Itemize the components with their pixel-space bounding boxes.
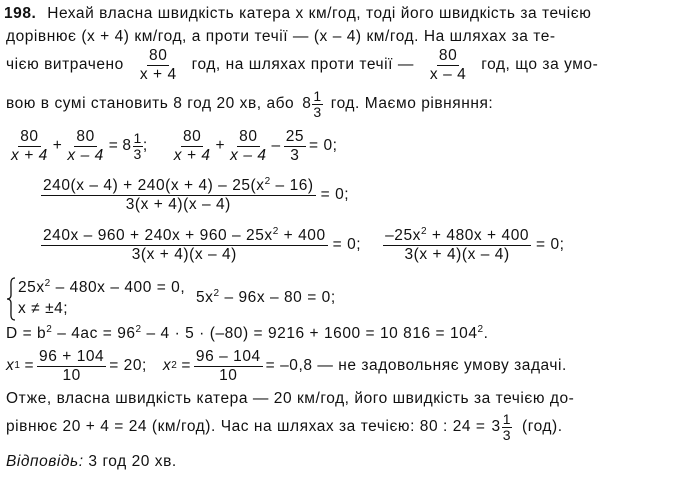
fraction-numerator: [383, 227, 531, 246]
fraction-denominator: 3(x + 4)(x – 4): [404, 245, 510, 263]
fraction-denominator: 3: [133, 145, 142, 162]
fraction-numerator: 1: [502, 410, 512, 427]
root1-fraction: [37, 348, 106, 385]
system-condition: x ≠ ±4;: [18, 300, 69, 317]
exponent: 2: [135, 324, 142, 335]
text-line-1: Нехай власна швидкість катера x км/год, тоді його швидкість за течією: [47, 5, 592, 22]
equation-rhs: = 0;: [536, 236, 565, 253]
text-line-4a: вою в сумі становить 8 год 20 хв, або: [6, 95, 295, 112]
equation-1: [6, 124, 338, 168]
mixed-whole: 8: [302, 95, 312, 112]
fraction-denominator: 3: [502, 426, 512, 443]
eq1b-term1: [172, 128, 213, 165]
exponent: 2: [264, 175, 271, 187]
disc-part: .: [483, 325, 489, 342]
numerator-part: 240x – 960 + 240x + 960 – 25x: [43, 226, 273, 244]
exponent: 2: [213, 288, 220, 299]
root1-value: = 20;: [109, 357, 147, 374]
fraction-numerator: 96 – 104: [195, 347, 261, 365]
fraction-numerator: 80: [149, 46, 168, 64]
equation-3: [38, 222, 565, 268]
mixed-fraction: [133, 131, 143, 162]
fraction-80-over-x-minus-4: [428, 47, 468, 84]
root2-fraction: [194, 348, 263, 385]
fraction-denominator: x – 4: [67, 146, 104, 164]
fraction-denominator: x + 4: [11, 146, 48, 164]
equals-sign: =: [108, 137, 119, 154]
equation-rhs: = 0;: [320, 186, 350, 203]
numerator-part: – 16): [270, 176, 314, 194]
system-term: 25x: [18, 279, 45, 296]
text-line-3c: год, що за умо-: [481, 56, 599, 73]
numerator-part: + 480x + 400: [427, 226, 530, 244]
fraction-denominator: 3(x + 4)(x – 4): [125, 195, 231, 213]
eq1-term1: [9, 128, 50, 165]
minus-sign: –: [271, 137, 281, 154]
eq2-fraction: [41, 177, 316, 214]
fraction-numerator: 1: [313, 87, 322, 104]
mixed-fraction: [312, 89, 322, 120]
fraction-denominator: x + 4: [173, 146, 211, 164]
fraction-numerator: [41, 177, 316, 196]
exponent: 2: [44, 278, 51, 289]
numerator-part: + 400: [278, 226, 326, 244]
eq1-term2: [65, 128, 105, 165]
semicolon: ;: [142, 137, 148, 154]
answer-line: [6, 452, 177, 472]
system-line-1: [18, 279, 185, 297]
fraction-denominator: 3: [313, 103, 322, 120]
system-brace: [6, 277, 16, 321]
fraction-denominator: 10: [219, 366, 238, 384]
fraction-numerator: 80: [438, 46, 458, 64]
plus-sign: +: [215, 137, 226, 154]
eq3-fraction-2: [383, 227, 531, 264]
fraction-numerator: 80: [76, 127, 95, 145]
fraction-numerator: [41, 227, 328, 246]
disc-part: D = b: [6, 325, 47, 342]
numerator-part: 240(x – 4) + 240(x + 4) – 25(x: [43, 176, 265, 194]
text-line-4b: год. Маємо рівняння:: [330, 95, 494, 112]
text-line-3b: год, на шляхах проти течії —: [191, 56, 414, 73]
paragraph-line-4: [6, 86, 493, 122]
fraction-denominator: 10: [62, 366, 81, 384]
equation-2: [38, 172, 349, 218]
eq1-mixed-number: [122, 131, 143, 162]
equation-term: 5x: [196, 289, 214, 306]
fraction-numerator: 25: [285, 127, 305, 145]
eq1b-term2: [228, 128, 268, 165]
system-term: – 480x – 400 = 0,: [50, 279, 186, 296]
fraction-denominator: 3(x + 4)(x – 4): [131, 245, 237, 263]
conclusion-line-2: [6, 408, 563, 446]
mixed-number-8-1-3: [302, 89, 323, 120]
mixed-whole: 3: [491, 418, 501, 435]
problem-number: 198.: [4, 5, 37, 22]
conclusion-text: рівнює 20 + 4 = 24 (км/год). Час на шляхах за течією: 80 : 24 =: [6, 418, 486, 435]
exponent: 2: [46, 324, 53, 335]
conclusion-line-1: [6, 389, 574, 409]
exponent: 2: [477, 324, 484, 335]
disc-part: – 4 · 5 · (–80) = 9216 + 1600 = 10 816 = 104: [141, 325, 478, 342]
exponent: 2: [420, 225, 428, 237]
roots-line: x 1 = $\frac{96 + 104}{10}$ = 20; x 2 = $\frac{96 - 104}{10}$ = –0,8 — не задовольняє умову задачі.: [6, 347, 567, 384]
eq1b-term3: [284, 128, 306, 165]
fraction-numerator: 80: [239, 127, 258, 145]
disc-part: – 4ac = 96: [52, 325, 136, 342]
equation-rhs: = 0;: [332, 236, 362, 253]
conclusion-text: Отже, власна швидкість катера — 20 км/год, його швидкість за течією до-: [6, 390, 575, 407]
fraction-numerator: 1: [133, 129, 142, 146]
fraction-numerator: 80: [20, 127, 39, 145]
paragraph-line-1: [4, 4, 591, 24]
quadratic-equation: [196, 289, 336, 307]
conclusion-unit: (год).: [522, 418, 563, 435]
plus-sign: +: [52, 137, 63, 154]
fraction-80-over-x-plus-4: [138, 47, 179, 84]
fraction-denominator: 3: [290, 146, 300, 164]
root-label: x: [162, 357, 172, 374]
fraction-numerator: 80: [182, 127, 202, 145]
equation-rhs: = 0;: [309, 137, 338, 154]
fraction-denominator: x + 4: [139, 65, 177, 83]
fraction-denominator: x – 4: [429, 65, 467, 83]
answer-text: 3 год 20 хв.: [83, 453, 177, 470]
system-line-2: [18, 300, 68, 318]
discriminant-line: [6, 324, 489, 344]
root-label: x: [6, 357, 15, 374]
exponent: 2: [272, 225, 279, 237]
fraction-numerator: 96 + 104: [39, 347, 105, 365]
paragraph-line-3: [6, 44, 598, 86]
numerator-part: –25x: [385, 226, 421, 244]
fraction-denominator: x – 4: [230, 146, 267, 164]
conclusion-mixed-number: [492, 412, 513, 443]
mixed-whole: 8: [122, 137, 132, 154]
text-line-3a: чією витрачено: [6, 56, 124, 73]
root2-value: = –0,8 — не задовольняє умову задачі.: [265, 357, 567, 374]
answer-label: Відповідь:: [6, 453, 84, 470]
text-line-2: дорівнює (x + 4) км/год, а проти течії — (x – 4) км/год. На шляхах за те-: [6, 28, 556, 45]
eq3-fraction-1: [41, 227, 328, 264]
mixed-fraction: [502, 412, 512, 443]
equation-term: – 96x – 80 = 0;: [219, 289, 336, 306]
